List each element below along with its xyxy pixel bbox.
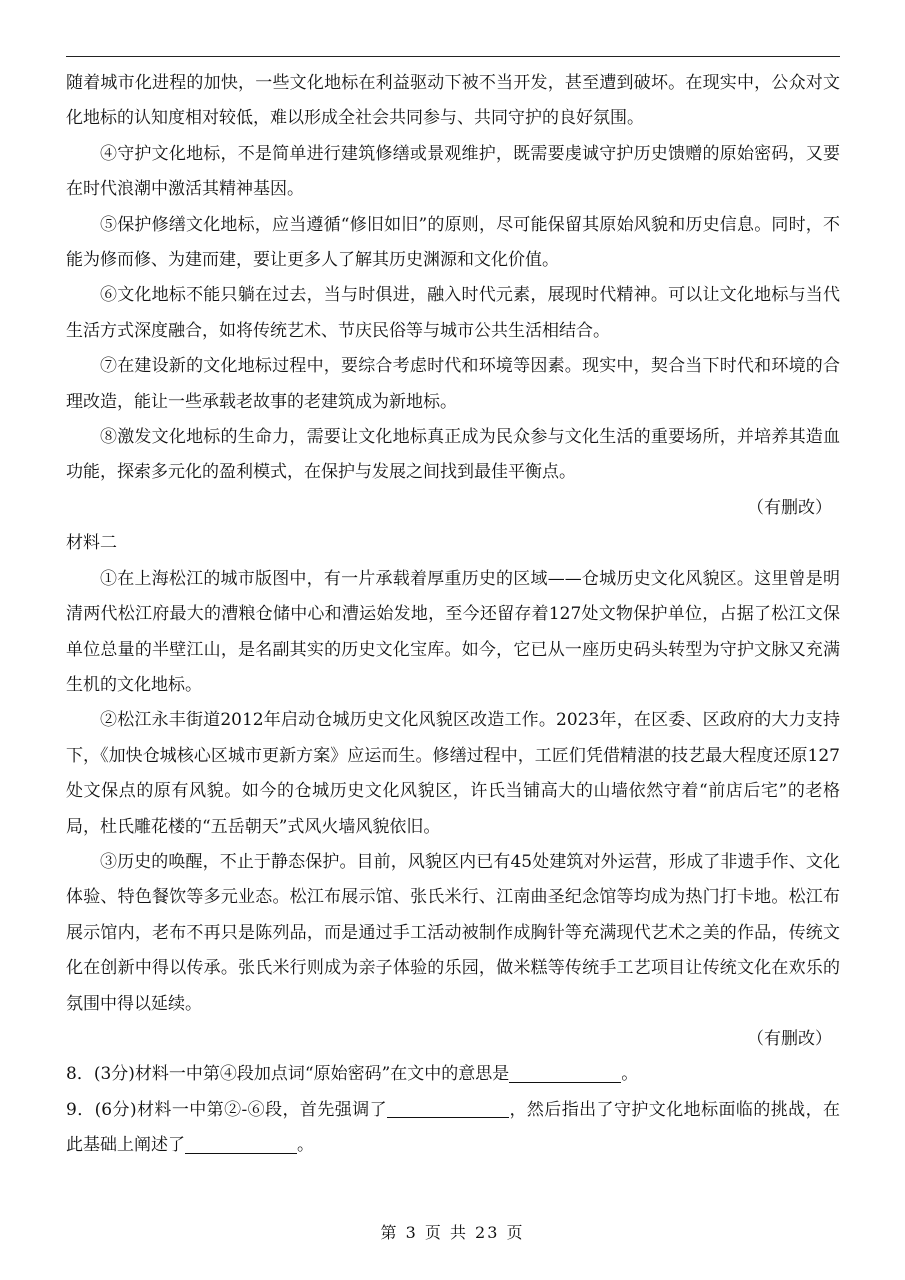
- paragraph-m1-5: ⑤保护修缮文化地标，应当遵循“修旧如旧”的原则，尽可能保留其原始风貌和历史信息。同时，不能为修而修、为建而建，要让更多人了解其历史渊源和文化价值。: [66, 214, 840, 271]
- paragraph-m1-3-tail: 随着城市化进程的加快，一些文化地标在利益驱动下被不当开发，甚至遭到破坏。在现实中，公众对文化地标的认知度相对较低，难以形成全社会共同参与、共同守护的良好氛围。: [66, 73, 840, 129]
- question-9: [66, 1093, 840, 1164]
- question-9-text: 9．(6分)材料一中第②-⑥段，首先强调了: [66, 1099, 388, 1120]
- paragraph-m2-3: ③历史的唤醒，不止于静态保护。目前，风貌区内已有45处建筑对外运营，形成了非遗手作、文化体验、特色餐饮等多元业态。松江布展示馆、张氏米行、江南曲圣纪念馆等均成为热门打卡地。松江布展示馆内，老布不再只是陈列品，而是通过手工活动被制作成胸针等充满现代艺术之美的作品，传统文化在创新中得以传承。张氏米行则成为亲子体验的乐园，做米糕等传统手工艺项目让传统文化在欢乐的氛围中得以延续。: [66, 851, 840, 1014]
- edited-note: （有删改）: [747, 497, 832, 518]
- question-8: [66, 1057, 840, 1092]
- question-9-middle: ，然后指出了守护文化地标面临的挑战，在此基础上阐述了: [66, 1099, 841, 1156]
- header-rule: [66, 56, 840, 57]
- question-8-text: 8．(3分)材料一中第④段加点词“原始密码”在文中的意思是: [66, 1064, 510, 1085]
- answer-blank-q9-second[interactable]: [185, 1136, 297, 1154]
- paragraph-m2-2: ②松江永丰街道2012年启动仓城历史文化风貌区改造工作。2023年，在区委、区政府的大力支持下，《加快仓城核心区城市更新方案》应运而生。修缮过程中，工匠们凭借精湛的技艺最大程度还原127处文保点的原有风貌。如今的仓城历史文化风貌区，许氏当铺高大的山墙依然守着“前店后宅”的老格局，杜氏雕花楼的“五岳朝天”式风火墙风貌依旧。: [66, 710, 840, 837]
- answer-blank-q8[interactable]: [509, 1065, 621, 1083]
- paragraph-m2-1: ①在上海松江的城市版图中，有一片承载着厚重历史的区域——仓城历史文化风貌区。这里曾是明清两代松江府最大的漕粮仓储中心和漕运始发地，至今还留存着127处文物保护单位，占据了松江文保单位总量的半壁江山，是名副其实的历史文化宝库。如今，它已从一座历史码头转型为守护文脉又充满生机的文化地标。: [66, 568, 840, 695]
- page-content: [66, 66, 840, 1164]
- question-8-end: 。: [621, 1064, 639, 1085]
- answer-blank-q9-first[interactable]: [387, 1100, 509, 1118]
- material-two-heading: 材料二: [66, 533, 117, 554]
- paragraph-m1-7: ⑦在建设新的文化地标过程中，要综合考虑时代和环境等因素。现实中，契合当下时代和环境的合理改造，能让一些承载老故事的老建筑成为新地标。: [66, 356, 840, 412]
- edited-note: （有删改）: [747, 1028, 832, 1049]
- question-9-end: 。: [297, 1135, 314, 1156]
- paragraph-m1-4: ④守护文化地标，不是简单进行建筑修缮或景观维护，既需要虔诚守护历史馈赠的原始密码，又要在时代浪潮中激活其精神基因。: [66, 143, 840, 200]
- paragraph-m1-6: ⑥文化地标不能只躺在过去，当与时俱进，融入时代元素，展现时代精神。可以让文化地标与当代生活方式深度融合，如将传统艺术、节庆民俗等与城市公共生活相结合。: [66, 285, 840, 341]
- page-number-footer: 第 3 页 共 23 页: [380, 1223, 525, 1242]
- paragraph-m1-8: ⑧激发文化地标的生命力，需要让文化地标真正成为民众参与文化生活的重要场所，并培养其造血功能，探索多元化的盈利模式，在保护与发展之间找到最佳平衡点。: [66, 427, 840, 483]
